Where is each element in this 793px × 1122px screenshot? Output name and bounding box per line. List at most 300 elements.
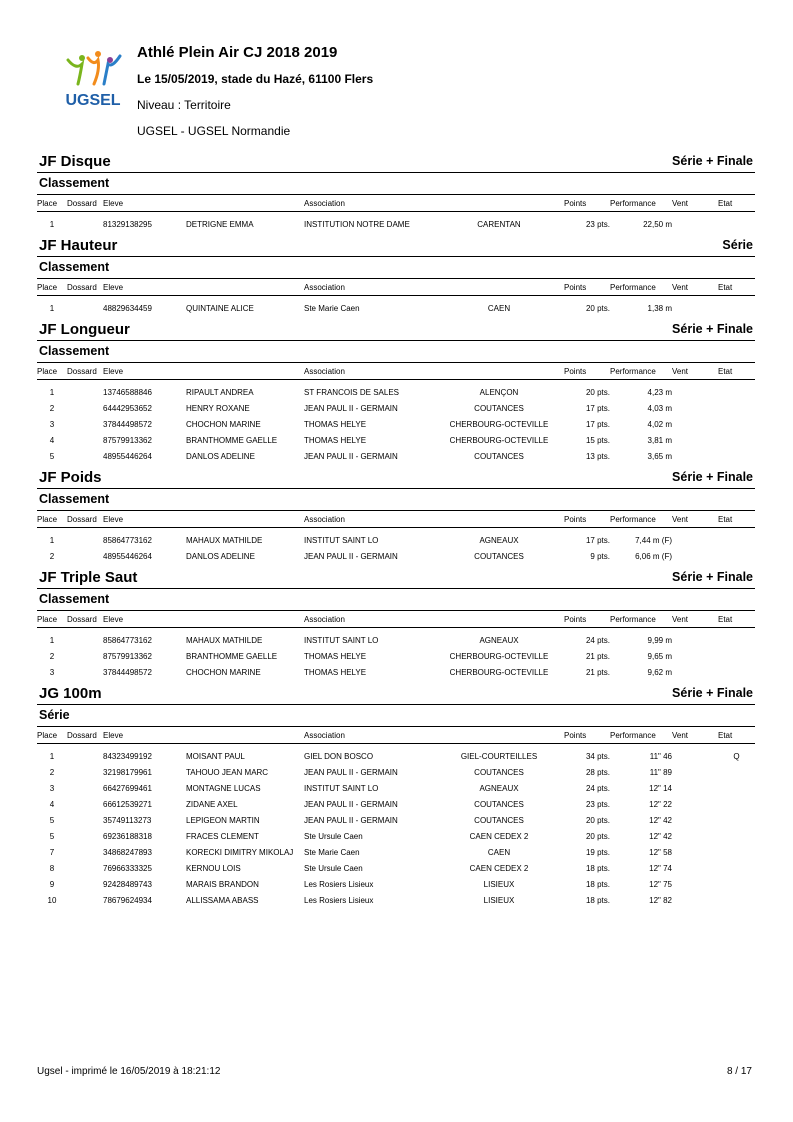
col-header-performance: Performance [610,611,672,628]
cell-place: 5 [49,831,55,841]
cell-vent [672,796,718,812]
col-header-etat: Etat [718,511,755,528]
cell-association: INSTITUT SAINT LO [304,783,379,793]
cell-points: 18 pts. [585,879,610,889]
cell-performance: 4,02 m [647,419,672,429]
cell-association: INSTITUTION NOTRE DAME [304,219,410,229]
table-row [37,780,755,796]
table-row [37,828,755,844]
col-header-etat: Etat [718,611,755,628]
cell-performance: 12" 58 [649,847,672,857]
col-header-performance: Performance [610,363,672,380]
col-header-eleve: Eleve [103,195,186,212]
cell-place: 9 [49,879,55,889]
event-round-type: Série + Finale [672,322,753,336]
col-header-points: Points [564,279,610,296]
results-table [37,511,755,564]
logo-text: UGSEL [65,92,121,109]
cell-place: 3 [49,419,55,429]
cell-dossard [67,416,103,432]
col-header-etat: Etat [718,195,755,212]
cell-dossard [67,528,103,549]
cell-etat [718,400,755,416]
cell-dossard [67,432,103,448]
cell-performance: 11" 46 [649,751,672,761]
table-row [37,812,755,828]
cell-performance: 22,50 m [643,219,672,229]
col-header-eleve: Eleve [103,279,186,296]
col-header-eleve: Eleve [103,363,186,380]
event-header [37,684,755,705]
cell-points: 17 pts. [585,535,610,545]
cell-etat [718,212,755,233]
cell-city: CARENTAN [477,219,521,229]
cell-association: ST FRANCOIS DE SALES [304,387,399,397]
cell-performance: 12" 14 [649,783,672,793]
cell-dossard [67,796,103,812]
cell-city: CHERBOURG-OCTEVILLE [449,651,549,661]
col-header-place: Place [37,363,67,380]
col-header-vent: Vent [672,195,718,212]
cell-athlete-name: MARAIS BRANDON [186,879,259,889]
cell-athlete-name: HENRY ROXANE [186,403,250,413]
organization: UGSEL - UGSEL Normandie [137,124,291,138]
cell-association: Ste Marie Caen [304,303,360,313]
cell-licence: 13746588846 [103,387,152,397]
event-title: JG 100m [39,685,102,702]
cell-vent [672,648,718,664]
results-table [37,363,755,464]
table-row [37,528,755,549]
event-header [37,568,755,589]
table-row [37,648,755,664]
event-title: JF Disque [39,153,111,170]
event-level: Niveau : Territoire [137,98,231,112]
cell-etat [718,892,755,908]
cell-athlete-name: LEPIGEON MARTIN [186,815,260,825]
cell-dossard [67,764,103,780]
cell-points: 17 pts. [585,403,610,413]
cell-vent [672,400,718,416]
col-header-eleve: Eleve [103,611,186,628]
results-table [37,611,755,680]
col-header-association: Association [304,195,434,212]
cell-points: 13 pts. [585,451,610,461]
cell-points: 24 pts. [585,783,610,793]
cell-points: 18 pts. [585,895,610,905]
cell-place: 1 [49,387,55,397]
ranking-subtitle: Série [37,705,755,727]
col-header-etat: Etat [718,727,755,744]
col-header-dossard: Dossard [67,611,103,628]
cell-vent [672,844,718,860]
cell-athlete-name: KORECKI DIMITRY MIKOLAJ [186,847,294,857]
col-header-vent: Vent [672,511,718,528]
cell-points: 20 pts. [585,831,610,841]
cell-licence: 87579913362 [103,435,152,445]
cell-etat [718,664,755,680]
event-section [37,568,755,680]
col-header-vent: Vent [672,279,718,296]
cell-athlete-name: DANLOS ADELINE [186,451,255,461]
event-title: JF Hauteur [39,237,118,254]
cell-performance: 4,03 m [647,403,672,413]
cell-association: Ste Ursule Caen [304,863,363,873]
cell-association: THOMAS HELYE [304,651,367,661]
cell-dossard [67,828,103,844]
cell-vent [672,212,718,233]
col-header-place: Place [37,195,67,212]
ranking-subtitle: Classement [37,589,755,611]
table-header-row [37,611,755,628]
cell-licence: 66427699461 [103,783,152,793]
cell-performance: 4,23 m [647,387,672,397]
cell-association: THOMAS HELYE [304,667,367,677]
cell-points: 21 pts. [585,667,610,677]
cell-athlete-name: QUINTAINE ALICE [186,303,254,313]
results-table [37,279,755,316]
cell-athlete-name: BRANTHOMME GAELLE [186,435,278,445]
cell-city: GIEL-COURTEILLES [460,751,538,761]
cell-athlete-name: MAHAUX MATHILDE [186,535,263,545]
table-row [37,448,755,464]
cell-city: CHERBOURG-OCTEVILLE [449,419,549,429]
cell-association: THOMAS HELYE [304,419,367,429]
col-header-association: Association [304,363,434,380]
cell-dossard [67,744,103,765]
cell-performance: 3,81 m [647,435,672,445]
cell-etat [718,876,755,892]
cell-place: 2 [49,403,55,413]
cell-association: JEAN PAUL II - GERMAIN [304,551,398,561]
cell-etat [718,828,755,844]
event-date-location: Le 15/05/2019, stade du Hazé, 61100 Flers [137,72,374,86]
table-row [37,796,755,812]
col-header-place: Place [37,727,67,744]
cell-licence: 92428489743 [103,879,152,889]
cell-licence: 37844498572 [103,419,152,429]
cell-place: 4 [49,799,55,809]
cell-points: 15 pts. [585,435,610,445]
col-header-points: Points [564,727,610,744]
cell-association: Les Rosiers Lisieux [304,895,374,905]
cell-association: THOMAS HELYE [304,435,367,445]
cell-place: 7 [49,847,55,857]
cell-licence: 32198179961 [103,767,152,777]
cell-place: 1 [49,303,55,313]
cell-vent [672,892,718,908]
cell-vent [672,764,718,780]
cell-dossard [67,664,103,680]
col-header-empty [434,279,564,296]
results-sections [37,152,755,908]
cell-dossard [67,648,103,664]
cell-licence: 81329138295 [103,219,152,229]
col-header-points: Points [564,511,610,528]
cell-vent [672,664,718,680]
cell-licence: 48955446264 [103,551,152,561]
col-header-place: Place [37,611,67,628]
event-section [37,684,755,908]
cell-city: CAEN CEDEX 2 [469,831,529,841]
event-round-type: Série + Finale [672,470,753,484]
table-row [37,664,755,680]
cell-association: JEAN PAUL II - GERMAIN [304,451,398,461]
results-table [37,195,755,232]
cell-vent [672,860,718,876]
table-row [37,892,755,908]
cell-athlete-name: MOISANT PAUL [186,751,245,761]
cell-association: INSTITUT SAINT LO [304,635,379,645]
col-header-empty [186,727,304,744]
cell-points: 20 pts. [585,815,610,825]
cell-points: 24 pts. [585,635,610,645]
col-header-association: Association [304,611,434,628]
cell-athlete-name: FRACES CLEMENT [186,831,259,841]
event-header [37,320,755,341]
cell-athlete-name: ZIDANE AXEL [186,799,238,809]
cell-etat [718,296,755,317]
cell-city: COUTANCES [474,767,524,777]
ranking-subtitle: Classement [37,489,755,511]
cell-dossard [67,296,103,317]
cell-performance: 9,99 m [647,635,672,645]
cell-athlete-name: CHOCHON MARINE [186,419,261,429]
cell-place: 2 [49,651,55,661]
cell-vent [672,780,718,796]
cell-vent [672,528,718,549]
cell-licence: 84323499192 [103,751,152,761]
cell-points: 23 pts. [585,219,610,229]
cell-etat [718,432,755,448]
cell-performance: 12" 42 [649,815,672,825]
cell-licence: 76966333325 [103,863,152,873]
table-row [37,380,755,401]
cell-place: 5 [49,815,55,825]
cell-licence: 78679624934 [103,895,152,905]
col-header-dossard: Dossard [67,363,103,380]
page-title: Athlé Plein Air CJ 2018 2019 [137,44,338,61]
table-row [37,548,755,564]
cell-athlete-name: MAHAUX MATHILDE [186,635,263,645]
col-header-dossard: Dossard [67,279,103,296]
cell-points: 17 pts. [585,419,610,429]
col-header-performance: Performance [610,279,672,296]
col-header-etat: Etat [718,363,755,380]
cell-vent [672,448,718,464]
cell-licence: 69236188318 [103,831,152,841]
cell-points: 23 pts. [585,799,610,809]
cell-performance: 12" 42 [649,831,672,841]
table-row [37,400,755,416]
col-header-eleve: Eleve [103,727,186,744]
cell-city: CHERBOURG-OCTEVILLE [449,667,549,677]
event-section [37,468,755,564]
cell-city: AGNEAUX [479,783,519,793]
cell-vent [672,628,718,649]
cell-city: COUTANCES [474,799,524,809]
col-header-empty [186,363,304,380]
cell-dossard [67,860,103,876]
cell-vent [672,432,718,448]
col-header-dossard: Dossard [67,511,103,528]
table-header-row [37,279,755,296]
col-header-dossard: Dossard [67,727,103,744]
cell-athlete-name: RIPAULT ANDREA [186,387,254,397]
cell-vent [672,876,718,892]
cell-licence: 66612539271 [103,799,152,809]
page-number: 8 / 17 [726,1066,752,1077]
cell-performance: 3,65 m [647,451,672,461]
table-row [37,764,755,780]
cell-place: 8 [49,863,55,873]
ranking-subtitle: Classement [37,341,755,363]
table-row [37,296,755,317]
cell-dossard [67,400,103,416]
cell-licence: 48829634459 [103,303,152,313]
cell-place: 1 [49,635,55,645]
cell-dossard [67,548,103,564]
cell-etat [718,648,755,664]
cell-city: CAEN CEDEX 2 [469,863,529,873]
col-header-points: Points [564,611,610,628]
cell-performance: 9,62 m [647,667,672,677]
cell-vent [672,744,718,765]
cell-city: COUTANCES [474,451,524,461]
table-header-row [37,511,755,528]
cell-vent [672,380,718,401]
cell-etat [718,844,755,860]
col-header-etat: Etat [718,279,755,296]
cell-etat [718,812,755,828]
cell-vent [672,416,718,432]
cell-performance: 11" 89 [649,767,672,777]
cell-place: 10 [47,895,57,905]
cell-performance: 6,06 m (F) [635,551,672,561]
cell-association: Ste Ursule Caen [304,831,363,841]
event-title: JF Triple Saut [39,569,138,586]
cell-association: JEAN PAUL II - GERMAIN [304,815,398,825]
cell-athlete-name: ALLISSAMA ABASS [186,895,259,905]
results-table [37,727,755,908]
cell-athlete-name: DETRIGNE EMMA [186,219,254,229]
col-header-empty [434,727,564,744]
cell-association: GIEL DON BOSCO [304,751,374,761]
col-header-performance: Performance [610,727,672,744]
event-title: JF Longueur [39,321,130,338]
cell-city: COUTANCES [474,551,524,561]
event-section [37,320,755,464]
cell-points: 18 pts. [585,863,610,873]
cell-etat [718,448,755,464]
cell-association: JEAN PAUL II - GERMAIN [304,767,398,777]
cell-association: JEAN PAUL II - GERMAIN [304,799,398,809]
table-row [37,860,755,876]
event-header [37,152,755,173]
event-round-type: Série + Finale [672,686,753,700]
cell-points: 28 pts. [585,767,610,777]
cell-dossard [67,212,103,233]
cell-athlete-name: BRANTHOMME GAELLE [186,651,278,661]
table-row [37,876,755,892]
cell-athlete-name: MONTAGNE LUCAS [186,783,261,793]
col-header-empty [434,363,564,380]
cell-place: 5 [49,451,55,461]
cell-etat [718,548,755,564]
table-header-row [37,727,755,744]
cell-dossard [67,380,103,401]
col-header-association: Association [304,279,434,296]
cell-performance: 12" 75 [649,879,672,889]
col-header-vent: Vent [672,363,718,380]
col-header-empty [186,279,304,296]
col-header-place: Place [37,279,67,296]
ugsel-logo [60,50,126,110]
cell-licence: 35749113273 [103,815,152,825]
cell-performance: 9,65 m [647,651,672,661]
cell-etat [718,380,755,401]
col-header-dossard: Dossard [67,195,103,212]
cell-etat [718,416,755,432]
cell-dossard [67,812,103,828]
cell-place: 2 [49,767,55,777]
cell-etat [718,528,755,549]
col-header-vent: Vent [672,611,718,628]
table-row [37,744,755,765]
cell-licence: 37844498572 [103,667,152,677]
cell-etat [718,764,755,780]
cell-athlete-name: KERNOU LOIS [186,863,241,873]
col-header-empty [434,611,564,628]
cell-dossard [67,844,103,860]
cell-place: 1 [49,535,55,545]
col-header-association: Association [304,511,434,528]
event-round-type: Série + Finale [672,154,753,168]
cell-place: 3 [49,667,55,677]
footer-print-date: Ugsel - imprimé le 16/05/2019 à 18:21:12 [37,1066,221,1077]
cell-performance: 1,38 m [647,303,672,313]
table-row [37,416,755,432]
cell-etat [718,628,755,649]
cell-vent [672,828,718,844]
cell-athlete-name: DANLOS ADELINE [186,551,255,561]
cell-association: INSTITUT SAINT LO [304,535,379,545]
cell-dossard [67,448,103,464]
ranking-subtitle: Classement [37,173,755,195]
cell-association: JEAN PAUL II - GERMAIN [304,403,398,413]
cell-performance: 7,44 m (F) [635,535,672,545]
col-header-place: Place [37,511,67,528]
cell-city: COUTANCES [474,815,524,825]
cell-licence: 34868247893 [103,847,152,857]
cell-city: AGNEAUX [479,535,519,545]
cell-etat: Q [733,751,740,761]
cell-place: 4 [49,435,55,445]
event-header [37,236,755,257]
cell-city: LISIEUX [483,879,515,889]
cell-city: COUTANCES [474,403,524,413]
event-round-type: Série [722,238,753,252]
table-header-row [37,363,755,380]
cell-etat [718,860,755,876]
cell-performance: 12" 74 [649,863,672,873]
cell-vent [672,548,718,564]
col-header-association: Association [304,727,434,744]
cell-points: 20 pts. [585,303,610,313]
cell-city: CHERBOURG-OCTEVILLE [449,435,549,445]
cell-etat [718,780,755,796]
col-header-performance: Performance [610,511,672,528]
